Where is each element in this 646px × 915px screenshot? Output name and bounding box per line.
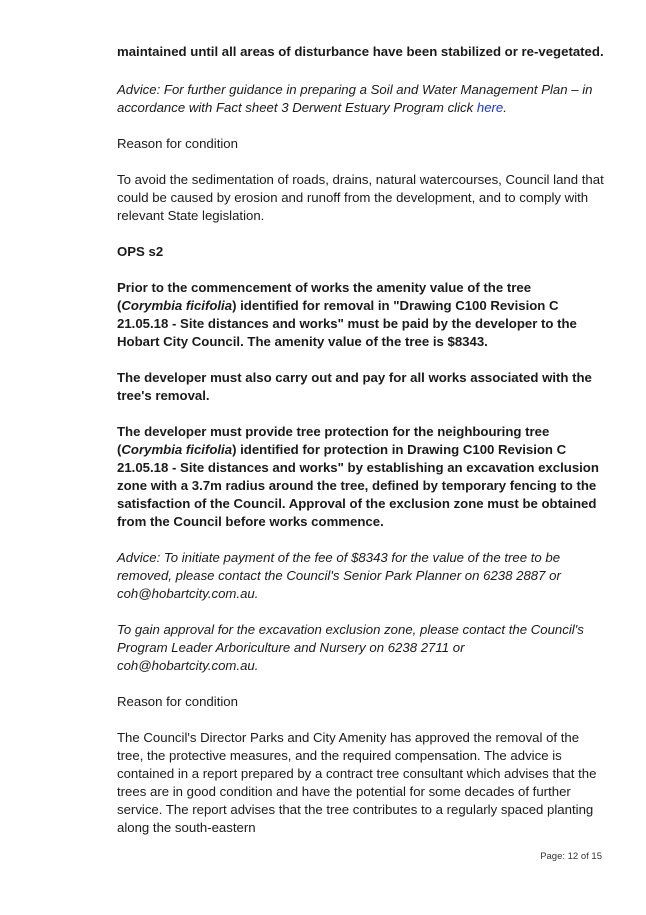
protection-text-a: The developer must provide tree protection for the neighbouring tree ( bbox=[117, 424, 550, 457]
removal-paragraph: The developer must also carry out and pay for all works associated with the tree's removal. bbox=[117, 370, 592, 403]
advice-swmp-end: . bbox=[503, 100, 507, 115]
here-link[interactable]: here bbox=[476, 100, 504, 115]
reason-heading-1: Reason for condition bbox=[117, 136, 238, 151]
continued-condition-text: maintained until all areas of disturbance have been stabilized or re-vegetated. bbox=[117, 44, 604, 59]
protection-text-b: ) identified for protection in Drawing C100 Revision C 21.05.18 - Site distances and works" by establishing an excavation exclusion zone with a 3.7m radius around the tree, defined by temporary fencing to the satisfaction of the Council. Approval of the exclusion zone must be obtained from the Council before works commence. bbox=[117, 442, 599, 529]
condition-code: OPS s2 bbox=[117, 244, 164, 259]
page-number: Page: 12 of 15 bbox=[540, 851, 602, 862]
reason-text-1: To avoid the sedimentation of roads, drains, natural watercourses, Council land that could be caused by erosion and runoff from the development, and to comply with relevant State legislation. bbox=[117, 172, 604, 223]
species-name: Corymbia ficifolia bbox=[121, 442, 233, 457]
reason-heading-2: Reason for condition bbox=[117, 694, 238, 709]
species-name: Corymbia ficifolia bbox=[121, 298, 233, 313]
reason-text-2: The Council's Director Parks and City Amenity has approved the removal of the tree, the protective measures, and the required compensation. The advice is contained in a report prepared by a contract tree consultant which advises that the trees are in good condition and have the potential for some decades of further service. The report advises that the tree contributes to a regularly spaced planting along the south-eastern bbox=[117, 730, 597, 835]
amenity-text-a: Prior to the commencement of works the amenity value of the tree ( bbox=[117, 280, 532, 313]
advice-swmp-text: Advice: For further guidance in preparing a Soil and Water Management Plan – in accordance with Fact sheet 3 Derwent Estuary Program click bbox=[117, 82, 593, 115]
amenity-text-b: ) identified for removal in "Drawing C100 Revision C 21.05.18 - Site distances and works" must be paid by the developer to the Hobart City Council. The amenity value of the tree is $8343. bbox=[117, 298, 577, 349]
protection-paragraph bbox=[117, 423, 602, 531]
amenity-paragraph bbox=[117, 279, 577, 351]
advice-approval: To gain approval for the excavation exclusion zone, please contact the Council's Program Leader Arboriculture and Nursery on 6238 2711 or coh@hobartcity.com.au. bbox=[117, 622, 584, 673]
advice-fee: Advice: To initiate payment of the fee of $8343 for the value of the tree to be removed, please contact the Council's Senior Park Planner on 6238 2887 or coh@hobartcity.com.au. bbox=[117, 550, 561, 601]
advice-swmp bbox=[117, 81, 607, 117]
